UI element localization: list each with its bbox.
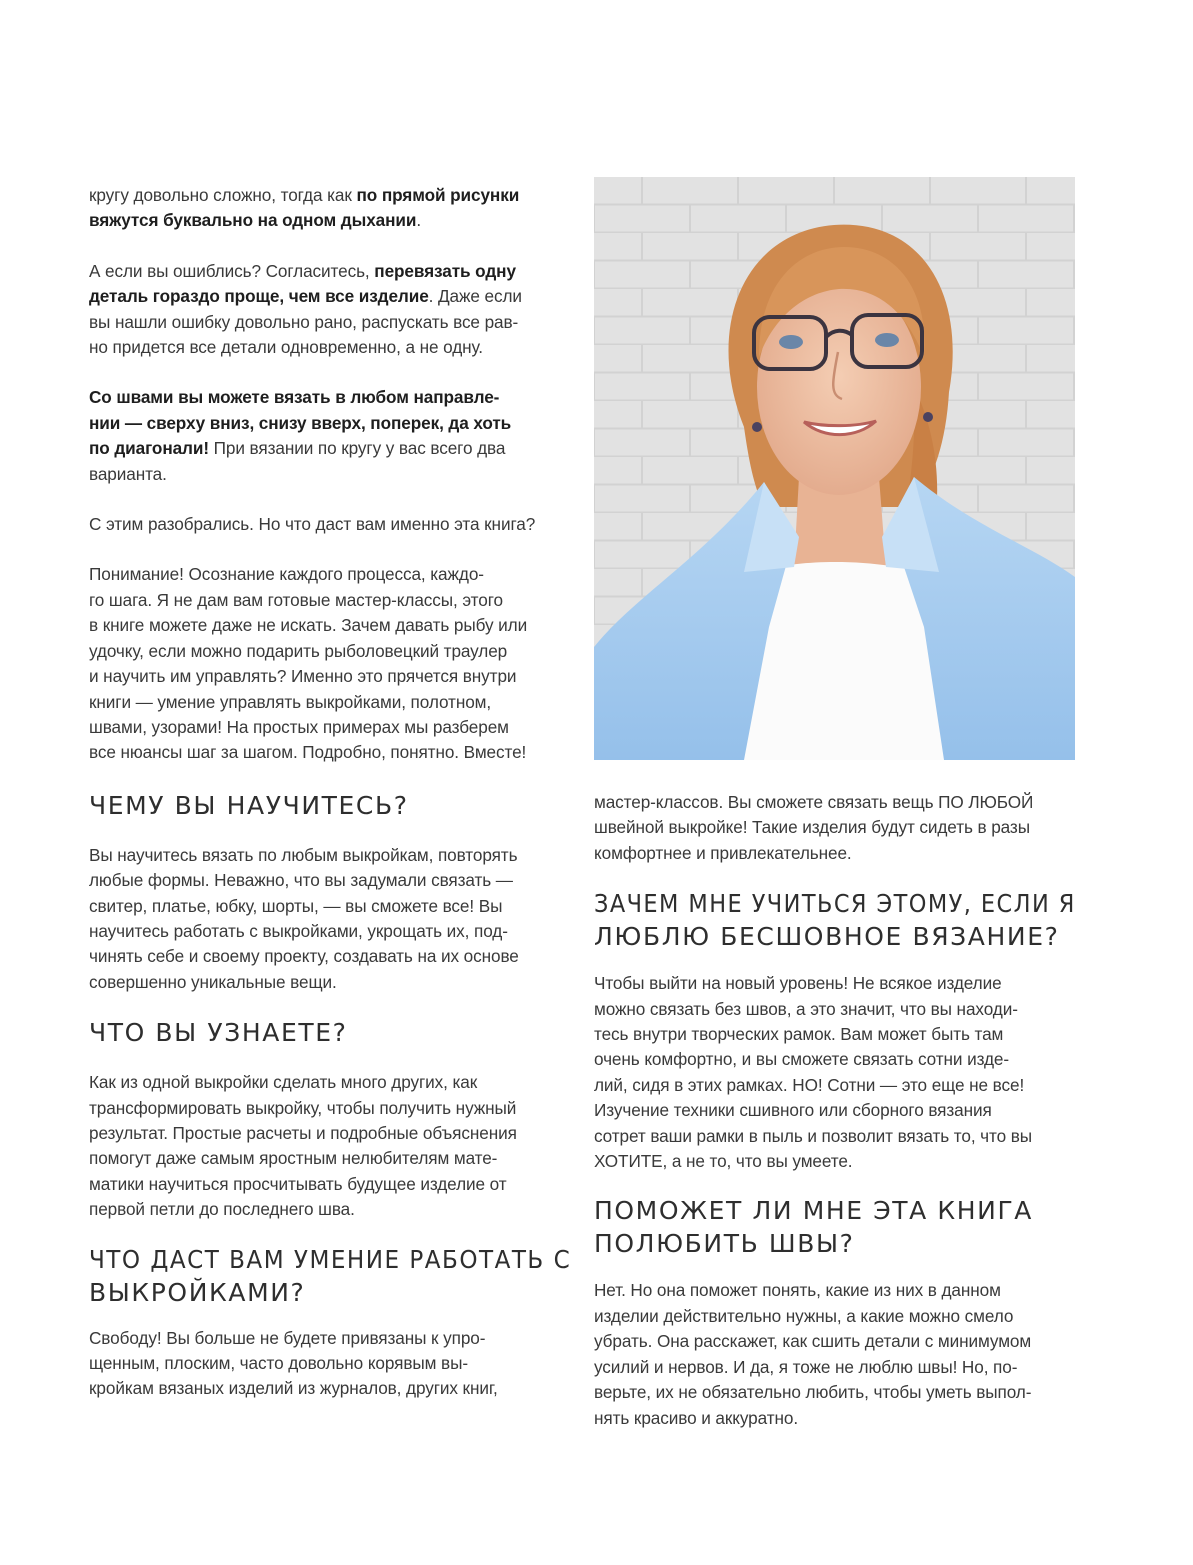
text-line: совершенно уникальные вещи. [89,971,337,992]
text-line: тесь внутри творческих рамок. Вам может быть там [594,1024,1004,1045]
text-line: усилий и нервов. И да, я тоже не люблю швы! Но, по- [594,1356,1018,1377]
right-column [594,790,1076,1431]
bold-text: перевязать одну [374,260,516,281]
text-line: сотрет ваши рамки в пыль и позволит вязать то, что вы [594,1125,1033,1146]
text-line: помогут даже самым яростным нелюбителям мате- [89,1148,498,1169]
heading-line: ПОЛЮБИТЬ ШВЫ? [594,1229,855,1259]
paragraph-4 [89,512,571,537]
text-line: щенным, плоским, часто довольно корявым вы- [89,1353,468,1373]
text-line: можно связать без швов, а это значит, что вы находи- [594,998,1018,1019]
text-line: первой петли до последнего шва. [89,1199,355,1220]
text-line: лий, сидя в этих рамках. НО! Сотни — это еще не все! [594,1074,1025,1095]
text-line: свитер, платье, юбку, шорты, — вы сможете все! Вы [89,895,503,916]
text-span: При вязании по кругу у вас всего два [208,438,506,459]
text-line: в книге можете даже не искать. Зачем давать рыбу или [89,615,528,636]
author-portrait-illustration [594,177,1075,760]
heading-line: ЧТО ДАСТ ВАМ УМЕНИЕ РАБОТАТЬ С [89,1244,572,1274]
text-line: чинять себе и своему проекту, создавать на их основе [89,946,519,967]
section-heading [594,1194,1076,1260]
text-line: удочку, если можно подарить рыболовецкий траулер [89,640,508,661]
author-photo [594,177,1075,760]
text-line: научитесь работать с выкройками, укрощать их, под- [89,920,508,941]
text-line: Чтобы выйти на новый уровень! Не всякое изделие [594,973,1002,994]
text-line: Понимание! Осознание каждого процесса, каждо- [89,564,484,585]
bold-text: вяжутся буквально на одном дыхании [89,210,417,231]
paragraph-1 [89,183,571,234]
text-line: мастер-классов. Вы сможете связать вещь ПО ЛЮБОЙ [594,792,1034,812]
paragraph [594,1278,1076,1430]
heading-line: ЛЮБЛЮ БЕСШОВНОЕ ВЯЗАНИЕ? [594,922,1060,952]
paragraph-8 [89,1326,571,1402]
paragraph [594,971,1076,1174]
text-line: изделии действительно нужны, а какие можно смело [594,1305,1014,1326]
text-line: Вы научитесь вязать по любым выкройкам, повторять [89,844,518,865]
text-line: кройкам вязаных изделий из журналов, других книг, [89,1378,498,1399]
text-line: трансформировать выкройку, чтобы получить нужный [89,1097,517,1118]
paragraph-2 [89,259,571,361]
text-line: комфортнее и привлекательнее. [594,842,852,863]
bold-text: по прямой рисунки [356,185,520,205]
text-span: . Даже если [428,286,522,307]
bold-text: Со швами вы можете вязать в любом направле- [89,387,500,408]
text-line: но придется все детали одновременно, а не одну. [89,337,483,358]
text-line: швами, узорами! На простых примерах мы разберем [89,716,509,737]
left-column [89,183,571,1402]
text-line: результат. Простые расчеты и подробные объяснения [89,1122,517,1143]
section-heading: ЧТО ВЫ УЗНАЕТЕ? [89,1018,348,1048]
text-span: . [416,210,422,231]
text-line: убрать. Она расскажет, как сшить детали с минимумом [594,1331,1032,1352]
heading-line: ПОМОЖЕТ ЛИ МНЕ ЭТА КНИГА [594,1196,1033,1226]
text-line: Свободу! Вы больше не будете привязаны к упро- [89,1327,486,1348]
text-line: верьте, их не обязательно любить, чтобы уметь выпол- [594,1382,1032,1403]
text-line: швейной выкройке! Такие изделия будут сидеть в разы [594,817,1030,838]
heading-line: ВЫКРОЙКАМИ? [89,1277,306,1307]
text-line: нять красиво и аккуратно. [594,1407,799,1428]
section-heading [89,1243,571,1309]
text-line: вы нашли ошибку довольно рано, распускать все рав- [89,311,519,332]
text-line: Как из одной выкройки сделать много других, как [89,1072,478,1093]
paragraph-5 [89,562,571,765]
text-line: матики научиться просчитывать будущее изделие от [89,1173,507,1194]
text-line: книги — умение управлять выкройками, полотном, [89,691,492,712]
paragraph-3 [89,385,571,487]
bold-text: нии — сверху вниз, снизу вверх, поперек, да хоть [89,412,512,433]
text-span: кругу довольно сложно, тогда как [89,185,357,205]
section-heading [594,887,1076,953]
text-line: Изучение техники сшивного или сборного вязания [594,1100,992,1121]
bold-text: деталь гораздо проще, чем все изделие [89,286,429,307]
text-line: очень комфортно, и вы сможете связать сотни изде- [594,1049,1009,1070]
paragraph-7 [89,1070,571,1222]
text-line: любые формы. Неважно, что вы задумали связать — [89,870,513,891]
bold-text: по диагонали! [89,438,209,459]
text-line: все нюансы шаг за шагом. Подробно, понятно. Вместе! [89,742,527,763]
text-line: ХОТИТЕ, а не то, что вы умеете. [594,1151,853,1172]
text-line: и научить им управлять? Именно это прячется внутри [89,666,517,687]
text-line: го шага. Я не дам вам готовые мастер-классы, этого [89,589,503,610]
section-heading: ЧЕМУ ВЫ НАУЧИТЕСЬ? [89,790,409,820]
paragraph-continued [594,790,1076,866]
paragraph-6 [89,843,571,995]
text-line: Нет. Но она поможет понять, какие из них в данном [594,1280,1001,1301]
heading-line: ЗАЧЕМ МНЕ УЧИТЬСЯ ЭТОМУ, ЕСЛИ Я [594,889,1076,919]
text-span: А если вы ошиблись? Согласитесь, [89,260,375,281]
text-line: С этим разобрались. Но что даст вам именно эта книга? [89,514,536,535]
text-line: варианта. [89,463,167,484]
